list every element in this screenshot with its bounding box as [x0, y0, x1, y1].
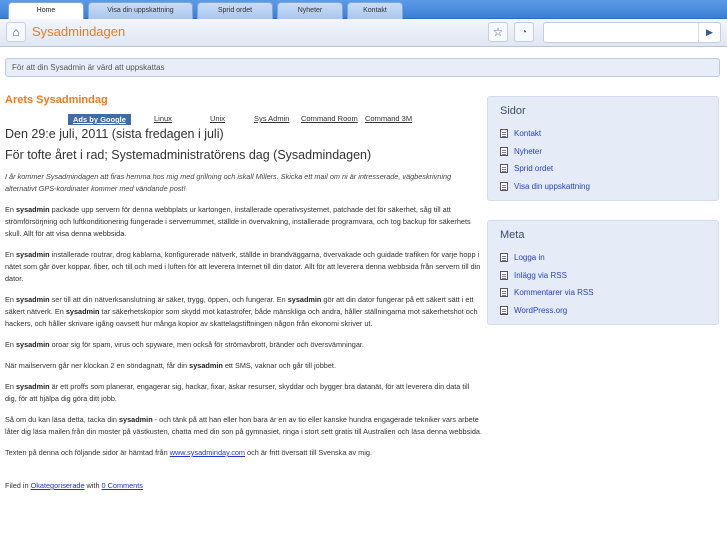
- text-segment: En: [5, 382, 16, 391]
- page-icon: [500, 129, 508, 138]
- emphasis-sysadmin: sysadmin: [65, 307, 100, 316]
- text-segment: tar säkerhetskopior som skydd mot katastrofer, både mänskliga och andra, håller ställningarna mot säkerhetshot och hackers, och håller skrivare igång oavsett hur många kopior av skattelagstiftningen någon från ekonomi skriver ut.: [5, 307, 478, 328]
- emphasis-sysadmin: sysadmin: [189, 361, 223, 370]
- date-heading: Den 29:e juli, 2011 (sista fredagen i juli): [5, 127, 224, 141]
- ads-by-google-link[interactable]: Ads by Google: [68, 114, 131, 125]
- emphasis-sysadmin: sysadmin: [287, 295, 322, 304]
- sidebar-item-visa-din-uppskattning[interactable]: [500, 178, 706, 196]
- play-arrow-icon: ▶: [706, 27, 713, 37]
- text-segment: ser till att din nätverksanslutning är säker, trygg, öppen, och fungerar. En: [49, 295, 288, 304]
- meta-heading: Meta: [500, 229, 525, 241]
- sidebar-item-kontakt[interactable]: [500, 125, 706, 143]
- sidebar-item-label: Nyheter: [514, 146, 543, 156]
- tagline: För att din Sysadmin är värd att uppskattas: [5, 58, 720, 77]
- body-paragraph: [5, 294, 483, 330]
- ad-link-command-3m[interactable]: Command 3M: [365, 114, 413, 123]
- page-icon: [500, 271, 508, 280]
- sidebar-item-label: Inlägg via RSS: [514, 270, 567, 280]
- category-link[interactable]: Okategoriserade: [30, 481, 85, 490]
- search-box: [543, 22, 721, 43]
- emphasis-sysadmin: sysadmin: [118, 415, 153, 424]
- meta-login[interactable]: [500, 249, 706, 267]
- text-segment: När mailservern går ner klockan 2 en söndagnatt, får din: [5, 361, 190, 370]
- body-paragraph: [5, 204, 483, 240]
- ad-link-unix[interactable]: Unix: [210, 114, 226, 123]
- sidebar-item-nyheter[interactable]: [500, 143, 706, 161]
- text-segment: installerade routrar, drog kablarna, konfigurerade nätverk, ställde in brandväggarna, övervakade och guidade trafiken för varje hopp i nätet som går över koppar, fiber, och till och med i luften för att leverera Internet till din dator. Allt för att leverera denna webbsida från servern till din dator.: [5, 250, 481, 283]
- ad-link-sys-admin[interactable]: Sys Admin: [254, 114, 290, 123]
- text-segment: är ett proffs som planerar, engagerar sig, hackar, fixar, äskar resurser, skyddar och bygger bra datanät, för att leverera din data till dig, för att hjälpa dig göra ditt jobb.: [5, 382, 470, 403]
- ad-links: [5, 114, 483, 126]
- tab-kontakt[interactable]: Kontakt: [347, 2, 403, 19]
- sidebar-pages: [487, 96, 719, 201]
- source-link[interactable]: www.sysadminday.com: [169, 448, 245, 457]
- text-segment: packade upp servern för denna webbplats ur kartongen, installerade operativsystemet, patchade det för säkerhet, såg till att strömförsörjning och luftkonditionering fungerade i serverrummet, ställde in övervakning, installerade programvara, och tog backup för säkerhets skull. Allt för att visa denna webbsida.: [5, 205, 471, 238]
- ad-link-linux[interactable]: Linux: [154, 114, 172, 123]
- intro-text: I år kommer Sysadmindagen att firas hemma hos mig med grillning och iskall Millers. Skicka ett mail om ni är intresserade, vägbeskrivning alternativt GPS-kordinater kommer med vändande post!: [5, 172, 452, 193]
- subheading: För tofte året i rad; Systemadministratörens dag (Sysadmindagen): [5, 148, 372, 162]
- sidebar-item-label: Logga in: [514, 253, 545, 263]
- with-label: with: [84, 481, 102, 490]
- top-nav: [0, 0, 727, 19]
- text-segment: Texten på denna och följande sidor är hämtad från: [5, 448, 170, 457]
- post-title[interactable]: Arets Sysadmindag: [5, 94, 108, 106]
- body-paragraph: [5, 339, 483, 351]
- emphasis-sysadmin: sysadmin: [15, 205, 50, 214]
- rss-icon: ◔: [520, 26, 528, 38]
- sidebar-item-label: Kommentarer via RSS: [514, 288, 594, 298]
- filed-in-label: Filed in: [5, 481, 31, 490]
- page-icon: [500, 164, 508, 173]
- body-paragraph: [5, 414, 483, 438]
- sidebar-item-sprid-ordet[interactable]: [500, 160, 706, 178]
- emphasis-sysadmin: sysadmin: [15, 382, 50, 391]
- sidebar-meta: [487, 220, 719, 325]
- tab-sprid-ordet[interactable]: Sprid ordet: [197, 2, 273, 19]
- meta-wordpress[interactable]: [500, 302, 706, 320]
- meta-comments-rss[interactable]: [500, 284, 706, 302]
- page-icon: [500, 306, 508, 315]
- sidebar-item-label: WordPress.org: [514, 305, 568, 315]
- body-paragraph: [5, 360, 483, 372]
- page-icon: [500, 288, 508, 297]
- text-segment: och är fritt översatt till Svenska av mig.: [245, 448, 372, 457]
- header-bar: [0, 19, 727, 47]
- text-segment: - och tänk på att han eller hon bara är en av tio eller kanske hundra engagerade tekniker vars arbete låter dig läsa mailen från din moster på västkusten, chatta med din son på gymnasiet, ringa i stort sett gratis till Australien och läsa denna webbsida.: [5, 415, 482, 436]
- home-icon: ⌂: [12, 25, 20, 39]
- text-segment: Så om du kan läsa detta, tacka din: [5, 415, 119, 424]
- post: [5, 94, 483, 490]
- rss-button[interactable]: [514, 22, 534, 42]
- tab-nyheter[interactable]: Nyheter: [277, 2, 343, 19]
- page-icon: [500, 147, 508, 156]
- body-paragraph: [5, 381, 483, 405]
- tab-visa-din-uppskattning[interactable]: Visa din uppskattning: [88, 2, 193, 19]
- page-icon: [500, 253, 508, 262]
- text-segment: En: [5, 295, 16, 304]
- text-segment: En: [5, 340, 16, 349]
- page-icon: [500, 182, 508, 191]
- sidebar-item-label: Sprid ordet: [514, 164, 554, 174]
- text-segment: ett SMS, vaknar och går till jobbet.: [222, 361, 336, 370]
- sidebar-item-label: Visa din uppskattning: [514, 181, 590, 191]
- body-paragraph: [5, 447, 483, 459]
- meta-posts-rss[interactable]: [500, 267, 706, 285]
- post-body: [5, 204, 483, 459]
- text-segment: En: [5, 205, 16, 214]
- emphasis-sysadmin: sysadmin: [15, 295, 50, 304]
- pages-heading: Sidor: [500, 105, 526, 117]
- ad-link-command-room[interactable]: Command Room: [301, 114, 358, 123]
- text-segment: oroar sig för spam, virus och spyware, men också för strömavbrott, bränder och översvämningar.: [49, 340, 364, 349]
- search-submit-button[interactable]: [698, 23, 720, 42]
- sidebar-item-label: Kontakt: [514, 129, 542, 139]
- post-footer: [5, 481, 483, 490]
- tab-home[interactable]: Home: [8, 2, 84, 19]
- body-paragraph: [5, 249, 483, 285]
- emphasis-sysadmin: sysadmin: [15, 250, 50, 259]
- home-button[interactable]: [6, 22, 26, 42]
- star-icon: ☆: [492, 25, 504, 39]
- bookmark-button[interactable]: [488, 22, 508, 42]
- site-title[interactable]: Sysadmindagen: [32, 24, 126, 39]
- text-segment: En: [5, 250, 16, 259]
- text-segment: gör att din dator fungerar på ett säkert sätt i ett säkert nätverk. En: [5, 295, 474, 316]
- search-input[interactable]: [544, 24, 694, 43]
- emphasis-sysadmin: sysadmin: [15, 340, 50, 349]
- comments-link[interactable]: 0 Comments: [101, 481, 143, 490]
